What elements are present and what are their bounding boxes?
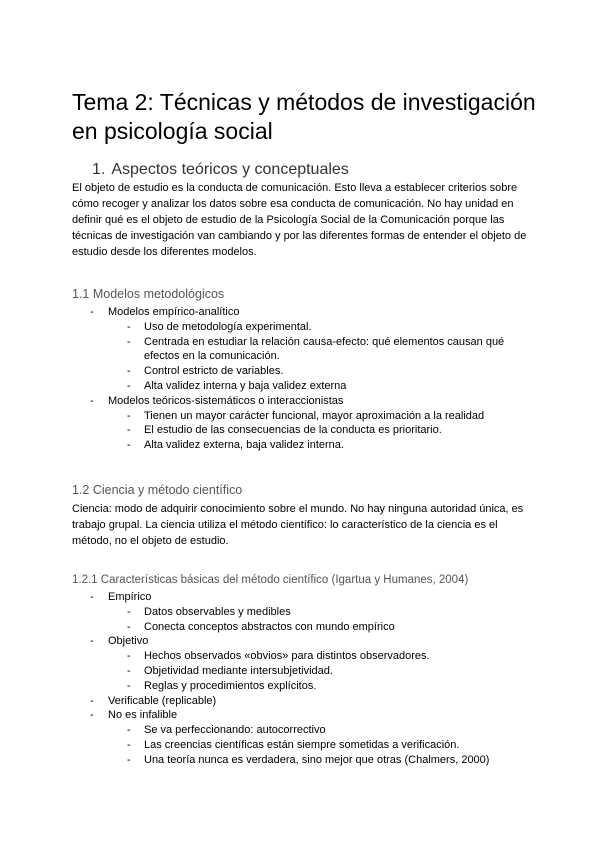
section-heading-1-2-1: 1.2.1 Características básicas del método científico (Igartua y Humanes, 2004) (72, 574, 469, 586)
list-item (72, 335, 532, 365)
dash-bullet-icon: - (90, 709, 94, 722)
dash-bullet-icon: - (127, 424, 131, 437)
section-heading-1-1: 1.1 Modelos metodológicos (72, 287, 225, 301)
list-item-text: Alta validez externa, baja validez interna. (144, 439, 344, 452)
list-item-text: Datos observables y medibles (144, 605, 291, 618)
section-number: 1. (92, 161, 106, 178)
list-item (72, 753, 532, 768)
list-item-text: Centrada en estudiar la relación causa-efecto: qué elementos causan qué efectos en la comunicación. (144, 335, 505, 363)
list-item (72, 634, 532, 649)
list-item-text: Conecta conceptos abstractos con mundo empírico (144, 620, 395, 633)
dash-bullet-icon: - (127, 379, 131, 392)
dash-bullet-icon: - (127, 605, 131, 618)
list-item-text: Uso de metodología experimental. (144, 320, 312, 333)
characteristics-list (72, 590, 532, 768)
dash-bullet-icon: - (127, 320, 131, 333)
list-item (72, 394, 532, 409)
list-item-text: Hechos observados «obvios» para distintos observadores. (144, 650, 430, 663)
list-item-text: Objetivo (108, 635, 149, 648)
document-title: Tema 2: Técnicas y métodos de investigación en psicología social (72, 89, 536, 144)
dash-bullet-icon: - (127, 724, 131, 737)
list-item-text: Se va perfeccionando: autocorrectivo (144, 724, 326, 737)
dash-bullet-icon: - (127, 365, 131, 378)
list-item (72, 320, 532, 335)
list-item (72, 649, 532, 664)
dash-bullet-icon: - (127, 409, 131, 422)
list-item (72, 738, 532, 753)
list-item-text: Las creencias científicas están siempre sometidas a verificación. (144, 738, 460, 751)
list-item (72, 708, 532, 723)
dash-bullet-icon: - (127, 738, 131, 751)
dash-bullet-icon: - (127, 335, 131, 348)
dash-bullet-icon: - (90, 306, 94, 318)
section-1-2-paragraph: Ciencia: modo de adquirir conocimiento sobre el mundo. No hay ninguna autoridad única, es trabajo grupal. La ciencia utiliza el método científico: lo característico de la ciencia es el método, no el objeto de estudio. (72, 503, 524, 547)
dash-bullet-icon: - (127, 650, 131, 663)
list-item-text: El estudio de las consecuencias de la conducta es prioritario. (144, 424, 442, 437)
list-item (72, 694, 532, 709)
dash-bullet-icon: - (127, 679, 131, 692)
list-item-text: Modelos teóricos-sistemáticos o interaccionistas (108, 394, 344, 407)
list-item (72, 620, 532, 635)
list-item (72, 409, 532, 424)
list-item-text: Modelos empírico-analítico (108, 306, 240, 318)
list-item-text: Empírico (108, 591, 152, 603)
list-item (72, 679, 532, 694)
list-item (72, 605, 532, 620)
list-item (72, 438, 532, 453)
dash-bullet-icon: - (127, 620, 131, 633)
dash-bullet-icon: - (90, 694, 94, 707)
list-item-text: No es infalible (108, 709, 178, 722)
list-item-text: Una teoría nunca es verdadera, sino mejor que otras (Chalmers, 2000) (144, 753, 490, 766)
dash-bullet-icon: - (127, 664, 131, 677)
dash-bullet-icon: - (127, 753, 131, 766)
dash-bullet-icon: - (90, 635, 94, 648)
models-list (72, 305, 532, 453)
list-item (72, 379, 532, 394)
list-item (72, 423, 532, 438)
section-heading-1-2: 1.2 Ciencia y método científico (72, 483, 243, 497)
list-item-text: Verificable (replicable) (108, 694, 217, 707)
dash-bullet-icon: - (127, 439, 131, 452)
section-1-paragraph: El objeto de estudio es la conducta de comunicación. Esto lleva a establecer criterios sobre cómo recoger y analizar los datos sobre esa conducta de comunicación. No hay unidad en definir qué es el objeto de estudio de la Psicología Social de la Comunicación porque las técnicas de investigación van cambiando y por las diferentes formas de entender el objeto de estudio desde los diferentes modelos. (72, 182, 527, 258)
section-title: Aspectos teóricos y conceptuales (111, 161, 349, 178)
list-item-text: Tienen un mayor carácter funcional, mayor aproximación a la realidad (144, 409, 485, 422)
list-item-text: Control estricto de variables. (144, 365, 284, 378)
list-item (72, 364, 532, 379)
list-item-text: Reglas y procedimientos explícitos. (144, 679, 317, 692)
list-item (72, 723, 532, 738)
list-item-text: Alta validez interna y baja validez externa (144, 379, 347, 392)
list-item (72, 590, 532, 605)
dash-bullet-icon: - (90, 394, 94, 407)
list-item (72, 305, 532, 320)
dash-bullet-icon: - (90, 591, 94, 603)
list-item-text: Objetividad mediante intersubjetividad. (144, 664, 333, 677)
list-item (72, 664, 532, 679)
section-heading-1 (92, 160, 349, 180)
